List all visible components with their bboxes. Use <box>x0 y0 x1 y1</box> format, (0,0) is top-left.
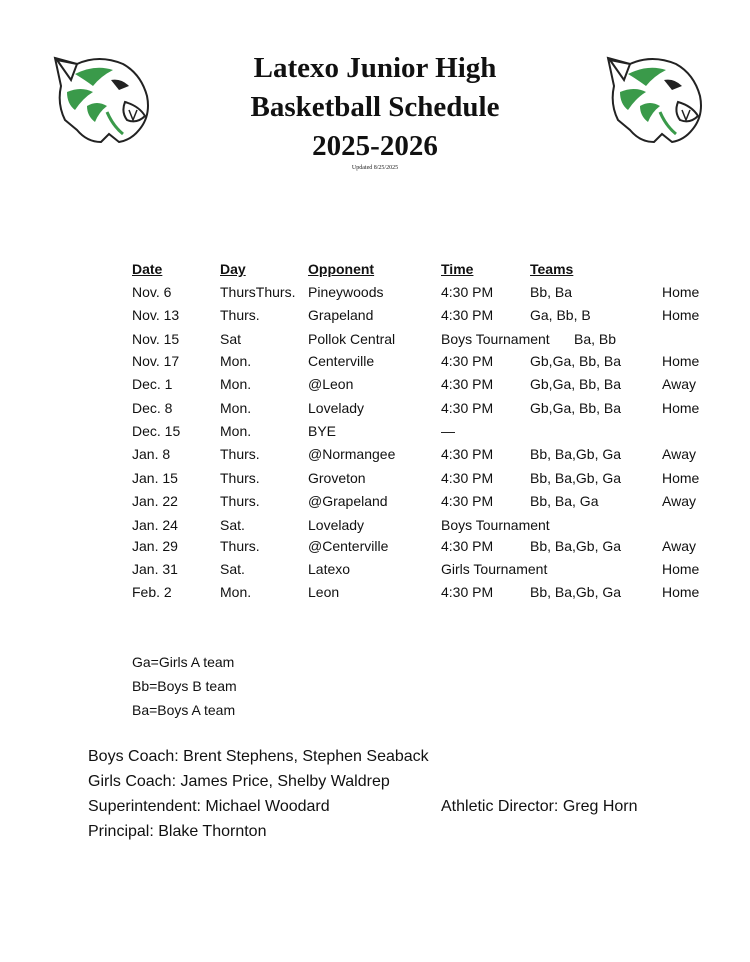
cell-location: Home <box>662 353 700 369</box>
cell-day: Thurs. <box>220 493 260 509</box>
cell-time: Boys Tournament <box>441 331 550 347</box>
cell-opponent: BYE <box>308 423 337 439</box>
table-row <box>0 331 750 351</box>
cell-day: Mon. <box>220 584 252 600</box>
cell-opponent: Leon <box>308 584 340 600</box>
legend-item: Ga=Girls A team <box>132 654 235 670</box>
cell-date: Nov. 13 <box>132 307 180 323</box>
cell-time: Girls Tournament <box>441 561 548 577</box>
cell-day: ThursThurs. <box>220 284 296 300</box>
table-row <box>0 423 750 443</box>
cell-date: Jan. 31 <box>132 561 178 577</box>
cell-day: Mon. <box>220 423 252 439</box>
cell-location: Away <box>662 376 696 392</box>
cell-teams: Gb,Ga, Bb, Ba <box>530 376 622 392</box>
cell-date: Feb. 2 <box>132 584 172 600</box>
athletic-director: Athletic Director: Greg Horn <box>441 798 638 815</box>
cell-date: Nov. 17 <box>132 353 180 369</box>
cell-location: Away <box>662 446 696 462</box>
cell-teams: Ba, Bb <box>574 331 617 347</box>
superintendent: Superintendent: Michael Woodard <box>88 798 330 815</box>
cell-time: 4:30 PM <box>441 446 494 462</box>
cell-opponent: Groveton <box>308 470 366 486</box>
cell-location: Home <box>662 284 700 300</box>
table-row <box>0 561 750 581</box>
cell-date: Nov. 15 <box>132 331 180 347</box>
cell-teams: Bb, Ba <box>530 284 573 300</box>
cell-location: Home <box>662 561 700 577</box>
cell-opponent: @Grapeland <box>308 493 388 509</box>
cell-opponent: @Leon <box>308 376 354 392</box>
cell-day: Mon. <box>220 376 252 392</box>
title-schedule: Basketball Schedule <box>250 91 500 123</box>
cell-time: 4:30 PM <box>441 470 494 486</box>
cell-date: Jan. 8 <box>132 446 171 462</box>
cell-date: Jan. 15 <box>132 470 178 486</box>
cell-teams: Gb,Ga, Bb, Ba <box>530 353 622 369</box>
cell-day: Mon. <box>220 400 252 416</box>
cell-opponent: @Normangee <box>308 446 396 462</box>
cell-opponent: Grapeland <box>308 307 374 323</box>
cell-time: — <box>441 423 455 439</box>
cell-time: 4:30 PM <box>441 284 494 300</box>
table-row <box>0 446 750 466</box>
header-opponent: Opponent <box>308 261 375 277</box>
cell-opponent: @Centerville <box>308 538 389 554</box>
table-row <box>0 493 750 513</box>
cell-day: Sat <box>220 331 242 347</box>
principal: Principal: Blake Thornton <box>88 823 267 840</box>
cell-time: Boys Tournament <box>441 517 550 533</box>
cell-location: Home <box>662 400 700 416</box>
table-row <box>0 470 750 490</box>
cell-day: Thurs. <box>220 470 260 486</box>
cell-teams: Bb, Ba,Gb, Ga <box>530 470 622 486</box>
table-row <box>0 584 750 604</box>
cell-date: Dec. 8 <box>132 400 173 416</box>
header-date: Date <box>132 261 163 277</box>
cell-teams: Bb, Ba, Ga <box>530 493 599 509</box>
cell-day: Thurs. <box>220 446 260 462</box>
cell-time: 4:30 PM <box>441 584 494 600</box>
table-row <box>0 517 750 537</box>
table-row <box>0 400 750 420</box>
legend-item: Bb=Boys B team <box>132 678 237 694</box>
cell-teams: Bb, Ba,Gb, Ga <box>530 446 622 462</box>
cell-opponent: Centerville <box>308 353 375 369</box>
cell-date: Dec. 1 <box>132 376 173 392</box>
cell-date: Jan. 29 <box>132 538 178 554</box>
header-time: Time <box>441 261 474 277</box>
cell-time: 4:30 PM <box>441 400 494 416</box>
cell-time: 4:30 PM <box>441 493 494 509</box>
girls-coach: Girls Coach: James Price, Shelby Waldrep <box>88 773 390 790</box>
table-row <box>0 284 750 304</box>
cell-day: Sat. <box>220 561 245 577</box>
title-school: Latexo Junior High <box>253 52 497 84</box>
cell-location: Home <box>662 307 700 323</box>
header-day: Day <box>220 261 246 277</box>
cell-time: 4:30 PM <box>441 376 494 392</box>
cell-teams: Ga, Bb, B <box>530 307 591 323</box>
cell-teams: Bb, Ba,Gb, Ga <box>530 538 622 554</box>
cell-day: Sat. <box>220 517 245 533</box>
cell-opponent: Latexo <box>308 561 351 577</box>
table-row <box>0 353 750 373</box>
cell-opponent: Lovelady <box>308 400 365 416</box>
cell-location: Away <box>662 538 696 554</box>
cell-opponent: Pollok Central <box>308 331 396 347</box>
legend-item: Ba=Boys A team <box>132 702 236 718</box>
cell-date: Dec. 15 <box>132 423 181 439</box>
table-row <box>0 307 750 327</box>
table-row <box>0 376 750 396</box>
cell-teams: Bb, Ba,Gb, Ga <box>530 584 622 600</box>
cell-teams: Gb,Ga, Bb, Ba <box>530 400 622 416</box>
cell-location: Home <box>662 470 700 486</box>
cell-location: Away <box>662 493 696 509</box>
cell-day: Thurs. <box>220 307 260 323</box>
cell-opponent: Pineywoods <box>308 284 384 300</box>
updated-note: Updated 8/25/2025 <box>351 165 399 171</box>
cell-date: Nov. 6 <box>132 284 172 300</box>
header-teams: Teams <box>530 261 574 277</box>
table-row <box>0 538 750 558</box>
cell-time: 4:30 PM <box>441 307 494 323</box>
cell-day: Mon. <box>220 353 252 369</box>
cell-time: 4:30 PM <box>441 538 494 554</box>
cell-opponent: Lovelady <box>308 517 365 533</box>
cell-date: Jan. 22 <box>132 493 178 509</box>
boys-coach: Boys Coach: Brent Stephens, Stephen Seaback <box>88 748 429 765</box>
cell-day: Thurs. <box>220 538 260 554</box>
title-season: 2025-2026 <box>312 130 438 162</box>
cell-location: Home <box>662 584 700 600</box>
cell-date: Jan. 24 <box>132 517 178 533</box>
cell-time: 4:30 PM <box>441 353 494 369</box>
